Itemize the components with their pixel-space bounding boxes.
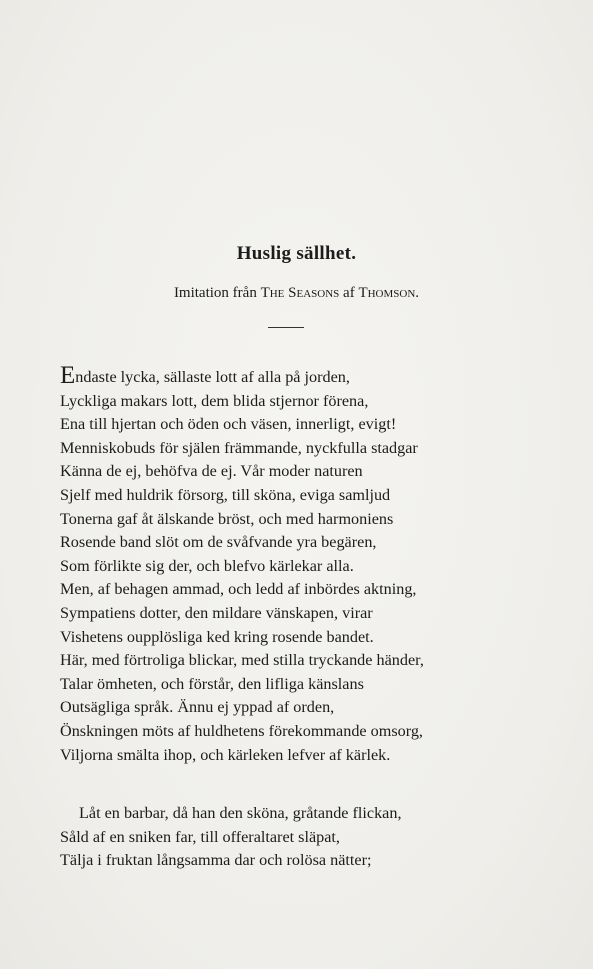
poem-line: Vishetens oupplösliga ked kring rosende bandet.	[60, 627, 374, 646]
poem-line	[60, 362, 500, 390]
poem-line: Såld af en sniken far, till offeraltaret släpat,	[60, 827, 340, 846]
poem-line: Outsägliga språk. Ännu ej yppad af orden,	[60, 698, 335, 717]
poem-body	[60, 362, 500, 873]
subtitle-author: Thomson.	[358, 285, 420, 301]
poem-line: Här, med förtroliga blickar, med stilla tryckande händer,	[60, 651, 424, 670]
poem-line: Känna de ej, behöfva de ej. Vår moder naturen	[60, 462, 363, 481]
poem-line: Menniskobuds för själen främmande, nyckfulla stadgar	[60, 438, 418, 457]
poem-title: Huslig sällhet.	[236, 243, 357, 264]
poem-line: Viljorna smälta ihop, och kärleken lefver af kärlek.	[60, 745, 391, 764]
poem-line: Sjelf med huldrik försorg, till sköna, eviga samljud	[60, 485, 391, 504]
stanza-break	[60, 767, 500, 802]
poem-line: Lyckliga makars lott, dem blida stjernor förena,	[60, 391, 369, 410]
poem-line: Tonerna gaf åt älskande bröst, och med harmoniens	[60, 509, 394, 528]
subtitle-work: The Seasons	[260, 285, 340, 301]
poem-subtitle	[0, 285, 593, 302]
subtitle-middle: af	[343, 285, 355, 301]
subtitle-prefix: Imitation från	[173, 285, 257, 301]
poem-line: Men, af behagen ammad, och ledd af inbördes aktning,	[60, 580, 417, 599]
poem-line: Som förlikte sig der, och blefvo kärlekar alla.	[60, 556, 354, 575]
section-divider	[268, 327, 304, 328]
poem-line: Sympatiens dotter, den mildare vänskapen, virar	[60, 603, 373, 622]
first-line-text: ndaste lycka, sällaste lott af alla på jorden,	[75, 368, 350, 386]
poem-line: Låt en barbar, då han den sköna, gråtande flickan,	[79, 804, 402, 823]
drop-cap: E	[60, 362, 76, 389]
poem-line: Rosende band slöt om de svåfvande yra begären,	[60, 533, 377, 552]
poem-line: Tälja i fruktan långsamma dar och rolösa nätter;	[60, 851, 372, 870]
poem-line: Talar ömheten, och förstår, den lifliga känslans	[60, 674, 364, 693]
poem-line: Önskningen möts af huldhetens förekommande omsorg,	[60, 721, 423, 740]
poem-line: Ena till hjertan och öden och väsen, innerligt, evigt!	[60, 415, 397, 434]
